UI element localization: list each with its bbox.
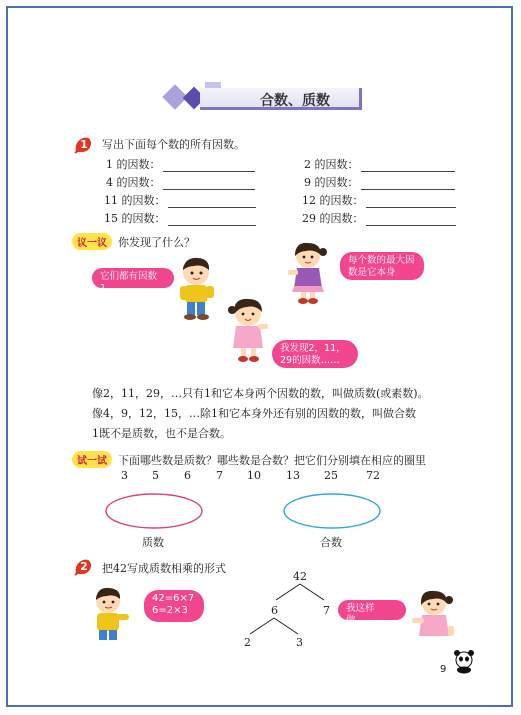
try-instruction: 下面哪些数是质数？哪些数是合数？把它们分别填在相应的圈里 bbox=[118, 454, 426, 467]
q2-instruction: 把42写成质数相乘的形式 bbox=[102, 562, 226, 575]
factor-label: 15 的因数： bbox=[104, 212, 166, 225]
equation-line: 6=2×3 bbox=[152, 605, 188, 616]
answer-blank[interactable] bbox=[168, 196, 256, 208]
tree-node: 7 bbox=[323, 604, 330, 617]
speech-bubble: 我发现2，11，29的因数…… bbox=[272, 340, 358, 368]
number-item: 13 bbox=[286, 469, 300, 482]
girl-illustration bbox=[410, 588, 456, 646]
factor-label: 4 的因数： bbox=[106, 176, 161, 189]
girl-illustration bbox=[226, 296, 272, 364]
factor-row bbox=[104, 192, 256, 208]
factor-row bbox=[304, 174, 455, 190]
tree-node: 3 bbox=[296, 636, 303, 649]
number-item: 72 bbox=[366, 469, 380, 482]
composite-ellipse[interactable] bbox=[282, 492, 382, 530]
answer-blank[interactable] bbox=[361, 160, 455, 172]
answer-blank[interactable] bbox=[168, 214, 256, 226]
number-item: 3 bbox=[121, 469, 128, 482]
definition-composite: 像4，9，12，15，…除1和它本身外还有别的因数的数，叫做合数 bbox=[92, 407, 416, 420]
factor-row bbox=[104, 210, 256, 226]
try-tag: 试一试 bbox=[72, 451, 112, 468]
factor-label: 29 的因数： bbox=[302, 212, 364, 225]
definition-neither: 1既不是质数，也不是合数。 bbox=[92, 427, 231, 440]
equation-bubble bbox=[144, 590, 204, 622]
composite-label: 合数 bbox=[320, 536, 342, 549]
factor-label: 2 的因数： bbox=[304, 158, 359, 171]
page-number: 9 bbox=[440, 664, 447, 675]
boy-illustration bbox=[176, 256, 222, 320]
speech-bubble: 它们都有因数1。 bbox=[92, 268, 174, 288]
answer-blank[interactable] bbox=[361, 178, 455, 190]
speech-bubble: 我这样做…… bbox=[338, 600, 406, 620]
factor-row bbox=[302, 192, 456, 208]
panda-icon bbox=[452, 648, 476, 674]
factor-row bbox=[302, 210, 456, 226]
question-number: 1 bbox=[80, 138, 88, 151]
answer-blank[interactable] bbox=[163, 160, 255, 172]
factor-label: 1 的因数： bbox=[106, 158, 161, 171]
tree-node: 2 bbox=[244, 636, 251, 649]
question-number: 2 bbox=[80, 560, 88, 573]
tree-node: 6 bbox=[271, 604, 278, 617]
prime-ellipse[interactable] bbox=[104, 492, 204, 530]
factor-row bbox=[106, 156, 255, 172]
equation-line: 42=6×7 bbox=[152, 593, 195, 604]
definition-prime: 像2，11，29，…只有1和它本身两个因数的数，叫做质数(或素数)。 bbox=[92, 387, 429, 400]
factor-label: 9 的因数： bbox=[304, 176, 359, 189]
question-badge-icon bbox=[72, 134, 94, 156]
title-banner bbox=[160, 84, 366, 114]
factor-label: 12 的因数： bbox=[302, 194, 364, 207]
answer-blank[interactable] bbox=[366, 214, 456, 226]
question-badge-icon bbox=[72, 556, 94, 578]
discuss-question: 你发现了什么？ bbox=[118, 236, 195, 249]
speech-bubble: 每个数的最大因数是它本身 bbox=[340, 252, 424, 280]
factor-row bbox=[304, 156, 455, 172]
girl-illustration bbox=[286, 240, 330, 304]
page-title: 合数、质数 bbox=[260, 93, 330, 109]
number-item: 7 bbox=[216, 469, 223, 482]
tree-node-root: 42 bbox=[293, 570, 307, 583]
answer-blank[interactable] bbox=[163, 178, 255, 190]
number-item: 10 bbox=[247, 469, 261, 482]
q1-instruction: 写出下面每个数的所有因数。 bbox=[102, 138, 245, 151]
answer-blank[interactable] bbox=[366, 196, 456, 208]
boy-illustration bbox=[90, 586, 138, 642]
discuss-tag: 议一议 bbox=[72, 233, 112, 250]
factor-label: 11 的因数： bbox=[104, 194, 166, 207]
number-item: 25 bbox=[324, 469, 338, 482]
number-item: 6 bbox=[184, 469, 191, 482]
factor-row bbox=[106, 174, 255, 190]
number-item: 5 bbox=[152, 469, 159, 482]
prime-label: 质数 bbox=[142, 536, 164, 549]
